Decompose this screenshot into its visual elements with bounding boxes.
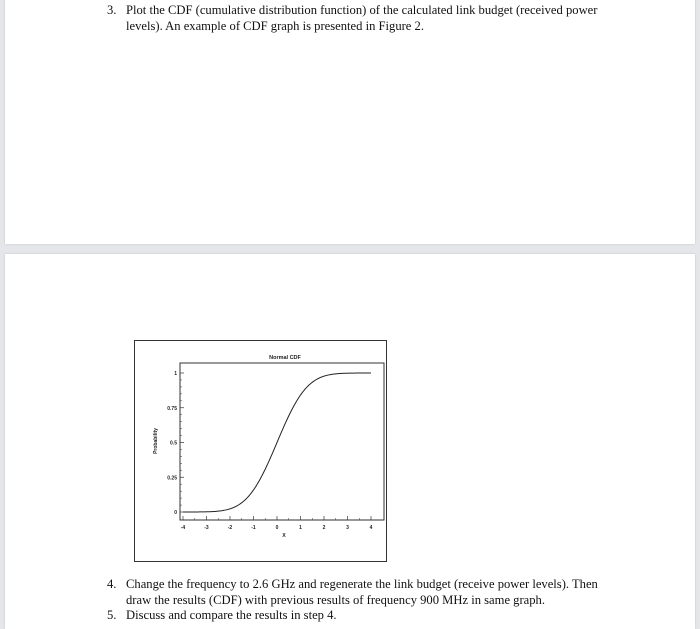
x-tick-label: -1	[251, 525, 256, 531]
y-tick-label: 0.75	[167, 405, 177, 412]
cdf-chart	[135, 341, 388, 563]
x-tick-label: 1	[299, 525, 302, 531]
document-page-bottom	[5, 254, 695, 629]
item-text-line: Change the frequency to 2.6 GHz and regenerate the link budget (receive power levels). Then	[126, 577, 598, 591]
cdf-figure	[134, 340, 387, 562]
item-text-line: Plot the CDF (cumulative distribution function) of the calculated link budget (received power	[126, 3, 598, 17]
axis-ticks	[167, 371, 372, 531]
x-tick-label: 0	[275, 525, 279, 531]
series-line-normal-cdf	[183, 373, 371, 512]
y-tick-label: 1	[174, 371, 177, 377]
x-tick-label: -4	[180, 525, 186, 531]
chart-title: Normal CDF	[269, 355, 301, 361]
item-number: 5.	[107, 608, 117, 622]
y-tick-label: 0.25	[167, 475, 177, 482]
item-number: 3.	[107, 3, 117, 17]
y-tick-label: 0	[174, 510, 177, 516]
x-tick-label: -3	[204, 525, 209, 531]
x-tick-label: 4	[369, 525, 373, 531]
x-tick-label: -2	[227, 525, 233, 531]
item-number: 4.	[107, 577, 117, 591]
plot-area	[180, 363, 384, 520]
item-text-line: draw the results (CDF) with previous results of frequency 900 MHz in same graph.	[126, 593, 546, 607]
y-axis-label: Probability	[153, 428, 159, 454]
x-axis-label: X	[282, 533, 286, 539]
item-text-line: Discuss and compare the results in step 4.	[126, 608, 337, 622]
item-text-line: levels). An example of CDF graph is presented in Figure 2.	[126, 19, 424, 33]
document-page-top	[5, 0, 695, 244]
y-tick-label: 0.5	[170, 440, 177, 447]
x-tick-label: 2	[322, 525, 326, 531]
x-tick-label: 3	[346, 525, 349, 531]
